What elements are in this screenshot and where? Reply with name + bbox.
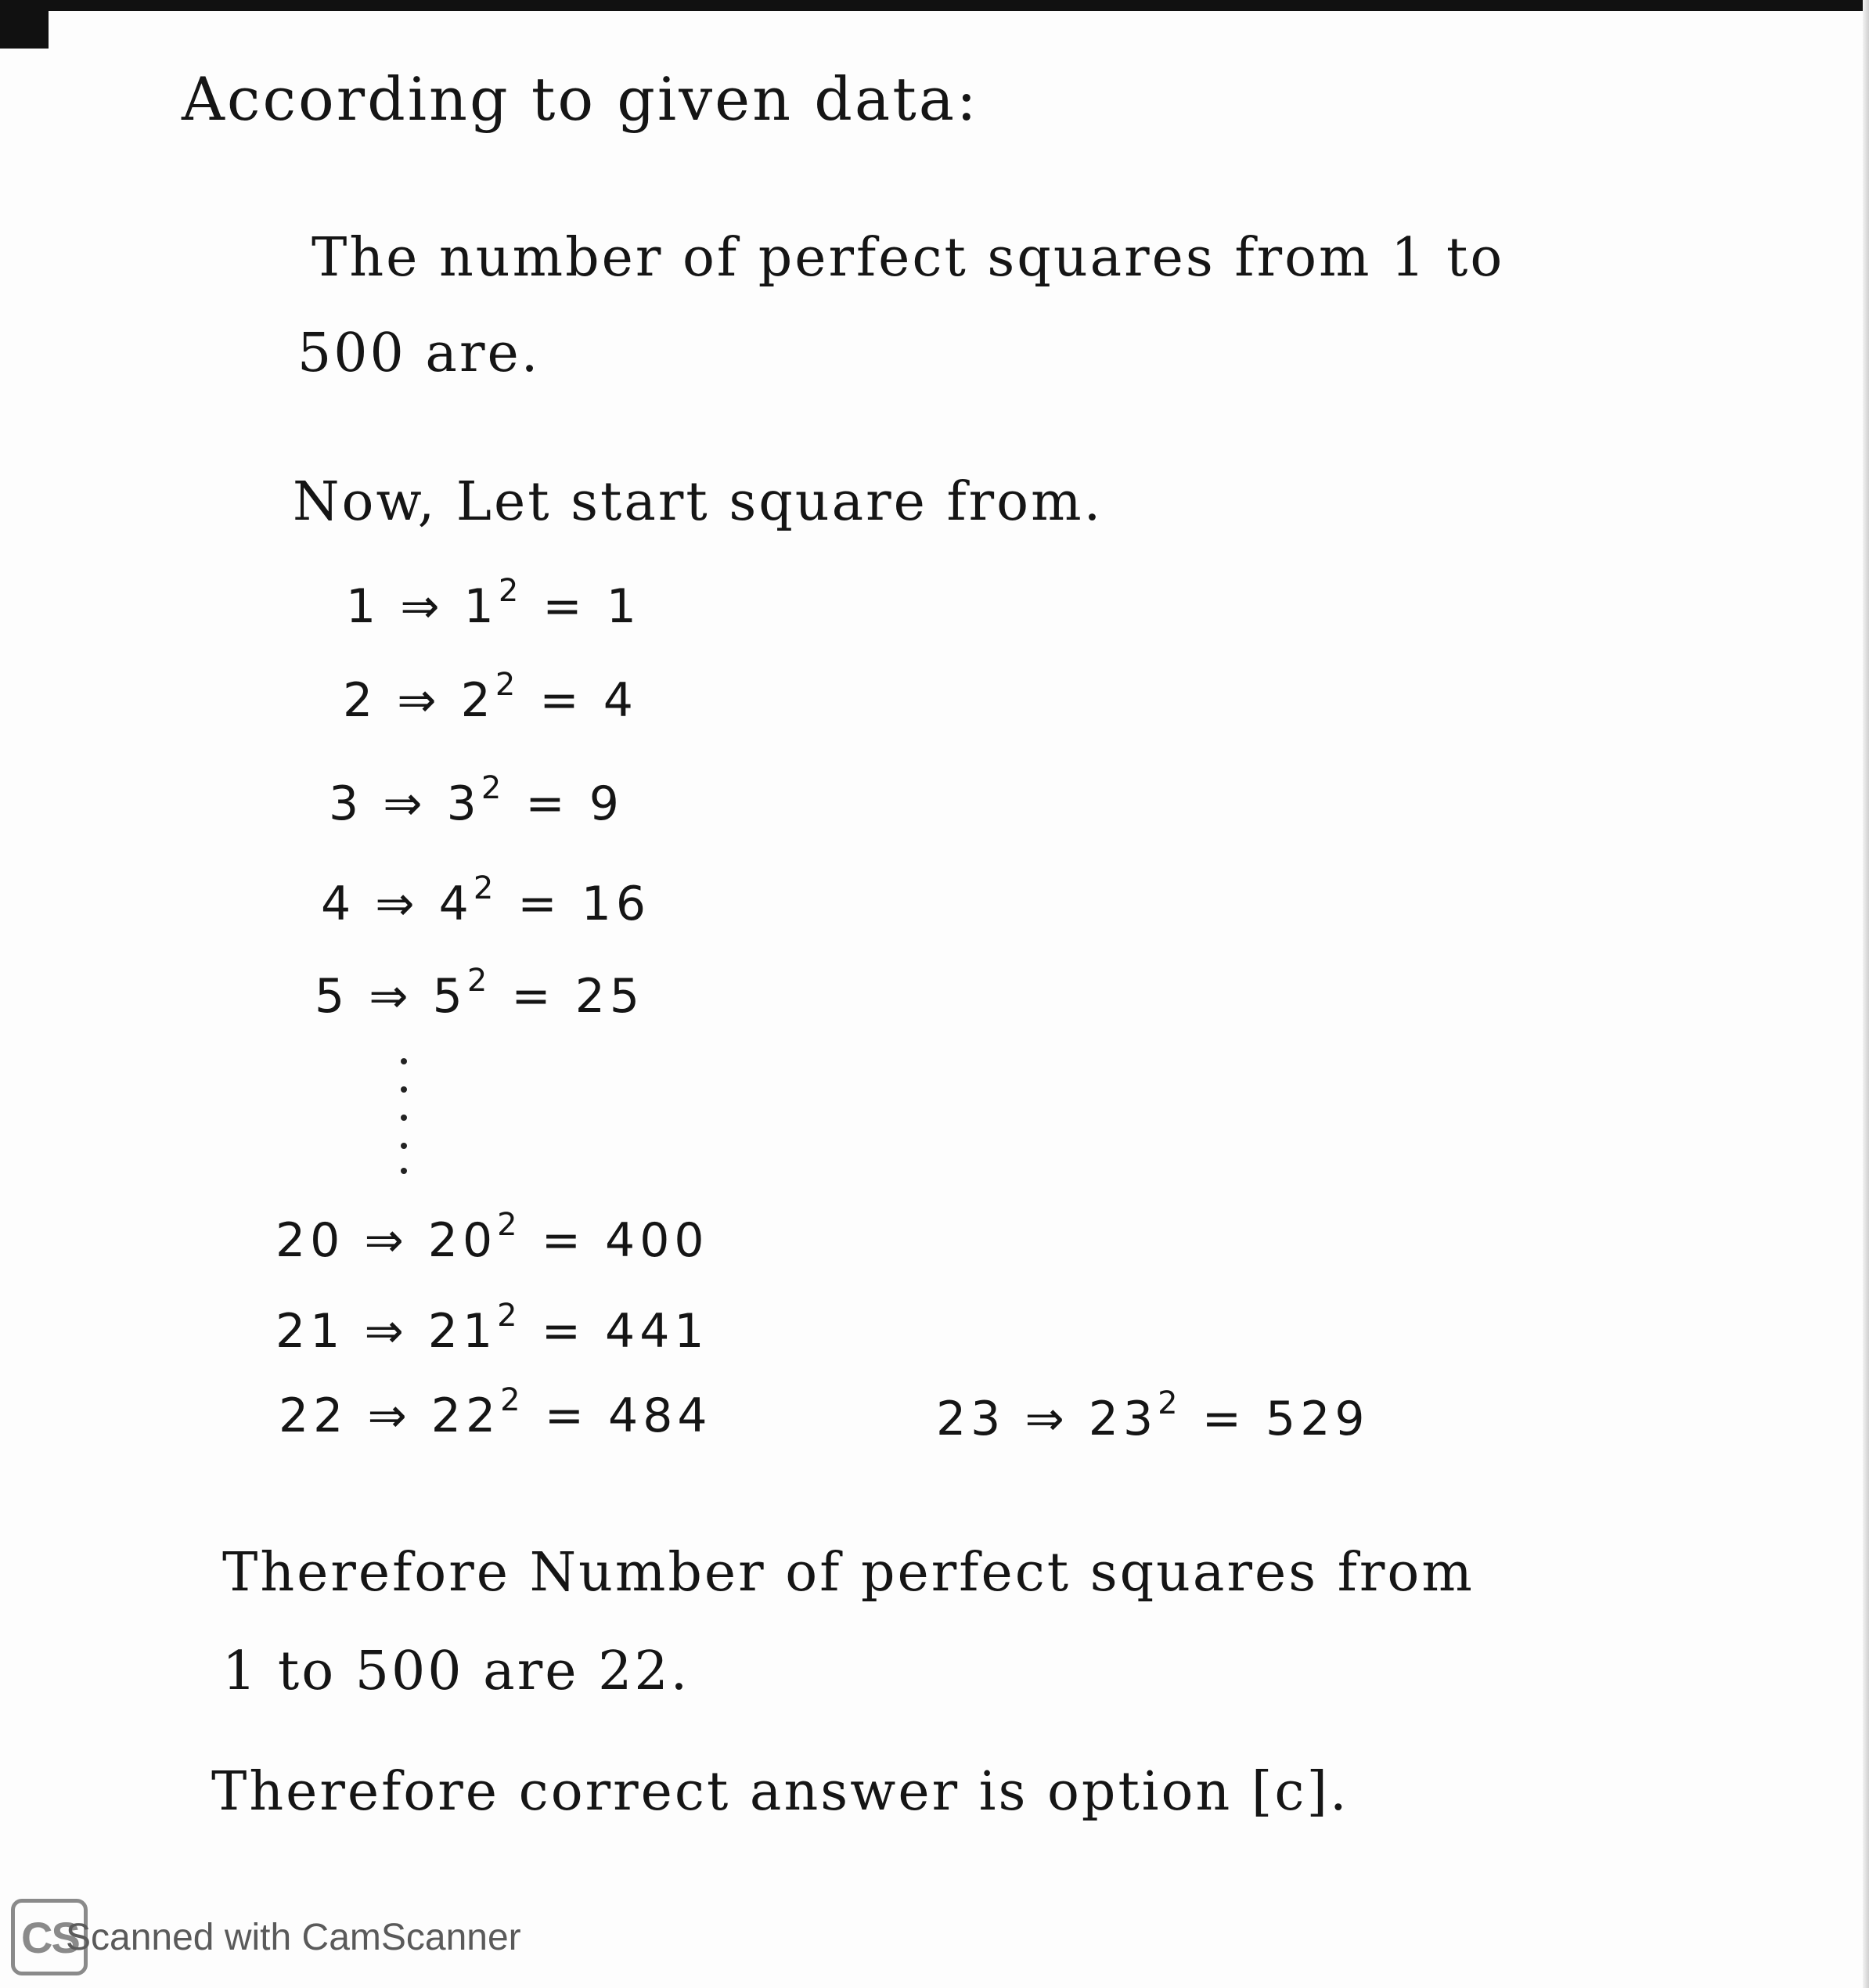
step-exponent: 2 — [1158, 1385, 1183, 1421]
implies-arrow: ⇒ — [397, 673, 441, 728]
step-row — [279, 1382, 712, 1443]
equals-sign: = — [511, 969, 556, 1024]
intro-line-2: 500 are. — [297, 322, 541, 384]
implies-arrow: ⇒ — [369, 969, 413, 1024]
implies-arrow: ⇒ — [364, 1213, 409, 1268]
equals-sign: = — [539, 673, 584, 728]
step-result: 441 — [605, 1304, 709, 1359]
step-base: 4 — [438, 877, 474, 931]
equals-sign: = — [542, 579, 587, 634]
vertical-ellipsis — [401, 1058, 410, 1176]
step-base: 2 — [460, 673, 495, 728]
step-exponent: 2 — [497, 1298, 522, 1334]
step-row — [343, 667, 638, 728]
implies-arrow: ⇒ — [383, 776, 427, 831]
step-result: 529 — [1266, 1392, 1370, 1446]
equals-sign: = — [541, 1304, 585, 1359]
conclusion-line-2: 1 to 500 are 22. — [222, 1640, 690, 1702]
intro-line-1: The number of perfect squares from 1 to — [312, 227, 1505, 289]
scan-top-edge — [0, 0, 1869, 11]
step-row — [275, 1298, 709, 1359]
step-result: 16 — [581, 877, 651, 931]
ellipsis-dot — [401, 1115, 407, 1121]
implies-arrow: ⇒ — [1025, 1392, 1069, 1446]
step-base: 22 — [430, 1388, 501, 1443]
step-result: 400 — [605, 1213, 709, 1268]
implies-arrow: ⇒ — [375, 877, 420, 931]
step-result: 484 — [608, 1388, 712, 1443]
ellipsis-dot — [401, 1143, 407, 1149]
step-row — [315, 963, 645, 1024]
step-number: 5 — [315, 969, 350, 1024]
ellipsis-dot — [401, 1168, 407, 1174]
equals-sign: = — [525, 776, 570, 831]
implies-arrow: ⇒ — [364, 1304, 409, 1359]
step-number: 1 — [346, 579, 381, 634]
step-exponent: 2 — [481, 770, 506, 806]
step-result: 1 — [606, 579, 641, 634]
step-number: 23 — [936, 1392, 1006, 1446]
step-base: 23 — [1088, 1392, 1158, 1446]
implies-arrow: ⇒ — [367, 1388, 412, 1443]
step-exponent: 2 — [498, 573, 524, 609]
step-number: 2 — [343, 673, 378, 728]
heading: According to given data: — [182, 64, 979, 134]
step-exponent: 2 — [500, 1382, 525, 1418]
step-number: 21 — [275, 1304, 345, 1359]
implies-arrow: ⇒ — [400, 579, 445, 634]
camscanner-logo-icon: CS — [11, 1899, 88, 1975]
camscanner-watermark: Scanned with CamScanner — [66, 1917, 521, 1958]
step-number: 3 — [329, 776, 364, 831]
step-number: 4 — [321, 877, 356, 931]
equals-sign: = — [1201, 1392, 1246, 1446]
equals-sign: = — [517, 877, 562, 931]
step-row — [275, 1207, 709, 1268]
ellipsis-dot — [401, 1086, 407, 1093]
equals-sign: = — [541, 1213, 585, 1268]
step-result: 4 — [603, 673, 638, 728]
step-row — [321, 870, 651, 931]
step-row — [936, 1385, 1370, 1446]
step-base: 3 — [446, 776, 481, 831]
step-base: 20 — [427, 1213, 498, 1268]
answer-line: Therefore correct answer is option [c]. — [211, 1761, 1349, 1823]
equals-sign: = — [544, 1388, 589, 1443]
step-exponent: 2 — [497, 1207, 522, 1243]
step-result: 25 — [574, 969, 645, 1024]
scan-right-edge — [1863, 0, 1869, 1988]
step-base: 5 — [432, 969, 467, 1024]
ellipsis-dot — [401, 1058, 407, 1064]
start-line: Now, Let start square from. — [293, 471, 1104, 533]
step-exponent: 2 — [495, 667, 520, 703]
step-row — [329, 770, 624, 831]
step-exponent: 2 — [466, 963, 492, 999]
step-base: 1 — [463, 579, 499, 634]
step-result: 9 — [589, 776, 624, 831]
step-exponent: 2 — [473, 870, 499, 906]
step-number: 22 — [279, 1388, 348, 1443]
step-base: 21 — [427, 1304, 498, 1359]
scan-corner-shadow — [0, 0, 49, 49]
step-number: 20 — [275, 1213, 345, 1268]
conclusion-line-1: Therefore Number of perfect squares from — [222, 1542, 1475, 1604]
step-row — [346, 573, 641, 634]
